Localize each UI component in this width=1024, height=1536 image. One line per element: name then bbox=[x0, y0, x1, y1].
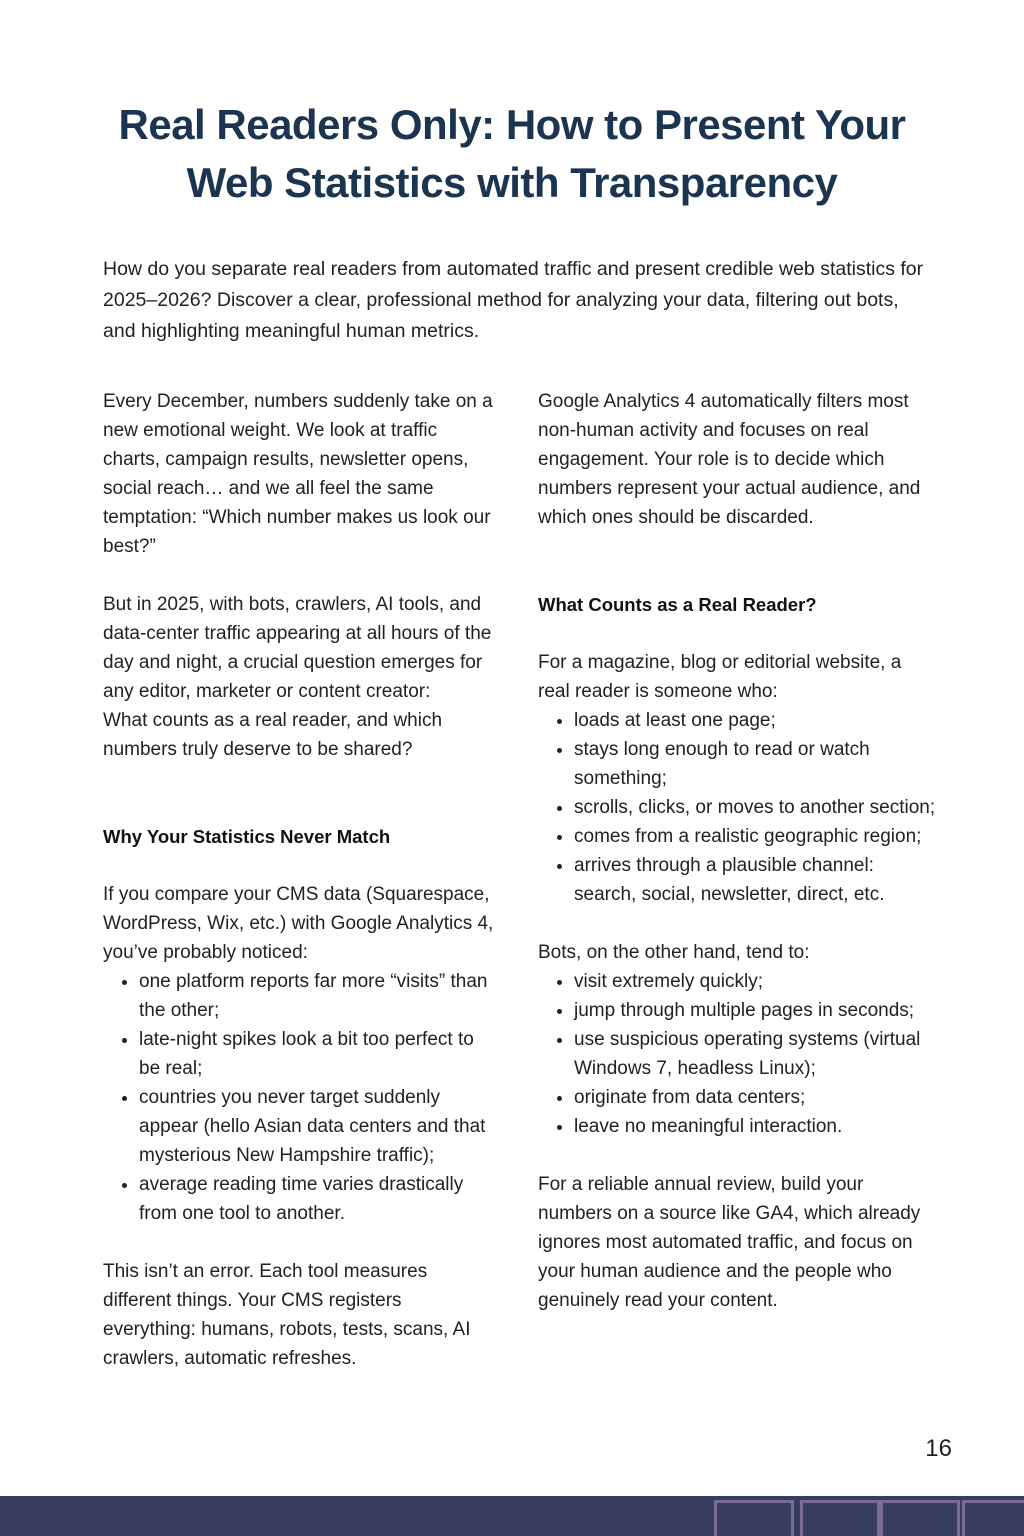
list-item: • countries you never target suddenly appear (hello Asian data centers and that mysterious New Hampshire traffic); bbox=[139, 1083, 495, 1170]
list-item: • average reading time varies drastically from one tool to another. bbox=[139, 1170, 495, 1228]
list-item: • late-night spikes look a bit too perfect to be real; bbox=[139, 1025, 495, 1083]
right-column bbox=[538, 387, 938, 1315]
footer-decoration-box bbox=[880, 1500, 960, 1536]
left-paragraph-4: This isn’t an error. Each tool measures different things. Your CMS registers everything: humans, robots, tests, scans, AI crawlers, automatic refreshes. bbox=[103, 1261, 471, 1369]
footer-decoration-box bbox=[714, 1500, 794, 1536]
real-reader-bullet-list bbox=[538, 706, 938, 909]
list-item: • scrolls, clicks, or moves to another section; bbox=[574, 793, 938, 822]
right-paragraph-3: Bots, on the other hand, tend to: bbox=[538, 942, 810, 963]
list-item: • one platform reports far more “visits” than the other; bbox=[139, 967, 495, 1025]
list-item: • arrives through a plausible channel: search, social, newsletter, direct, etc. bbox=[574, 851, 938, 909]
left-bullet-list bbox=[103, 967, 495, 1228]
right-paragraph-2: For a magazine, blog or editorial website, a real reader is someone who: bbox=[538, 652, 902, 702]
list-item: • jump through multiple pages in seconds; bbox=[574, 996, 938, 1025]
footer-decoration-box bbox=[800, 1500, 880, 1536]
right-paragraph-4: For a reliable annual review, build your numbers on a source like GA4, which already ignores most automated traffic, and focus on your human audience and the people who genuinely read your content. bbox=[538, 1174, 921, 1311]
left-column bbox=[103, 387, 495, 1373]
list-item: • loads at least one page; bbox=[574, 706, 938, 735]
page-title bbox=[60, 96, 964, 212]
title-line-1: Real Readers Only: How to Present Your bbox=[118, 101, 906, 148]
heading-what-counts-as-real-reader: What Counts as a Real Reader? bbox=[538, 594, 817, 615]
list-item: • originate from data centers; bbox=[574, 1083, 938, 1112]
right-paragraph-1: Google Analytics 4 automatically filters most non-human activity and focuses on real engagement. Your role is to decide which numbers represent your actual audience, and which ones should be discarded. bbox=[538, 391, 921, 528]
list-item: • stays long enough to read or watch something; bbox=[574, 735, 938, 793]
list-item: • use suspicious operating systems (virtual Windows 7, headless Linux); bbox=[574, 1025, 938, 1083]
list-item: • leave no meaningful interaction. bbox=[574, 1112, 938, 1141]
left-paragraph-2b: What counts as a real reader, and which numbers truly deserve to be shared? bbox=[103, 710, 443, 760]
heading-why-statistics-never-match: Why Your Statistics Never Match bbox=[103, 826, 391, 847]
intro-paragraph: How do you separate real readers from automated traffic and present credible web statistics for 2025–2026? Discover a clear, professional method for analyzing your data, filtering out bots, and highlighting meaningful human metrics. bbox=[103, 258, 924, 342]
footer-bar bbox=[0, 1496, 1024, 1536]
list-item: • visit extremely quickly; bbox=[574, 967, 938, 996]
page-number: 16 bbox=[925, 1435, 952, 1462]
title-line-2: Web Statistics with Transparency bbox=[186, 159, 838, 206]
left-paragraph-3: If you compare your CMS data (Squarespace, WordPress, Wix, etc.) with Google Analytics 4, you’ve probably noticed: bbox=[103, 884, 494, 963]
list-item: • comes from a realistic geographic region; bbox=[574, 822, 938, 851]
left-paragraph-1: Every December, numbers suddenly take on a new emotional weight. We look at traffic charts, campaign results, newsletter opens, social reach… and we all feel the same temptation: “Which number makes us look our best?” bbox=[103, 391, 493, 557]
footer-decoration-box bbox=[962, 1500, 1024, 1536]
left-paragraph-2: But in 2025, with bots, crawlers, AI tools, and data-center traffic appearing at all hours of the day and night, a crucial question emerges for any editor, marketer or content creator: bbox=[103, 594, 492, 702]
bots-bullet-list bbox=[538, 967, 938, 1141]
